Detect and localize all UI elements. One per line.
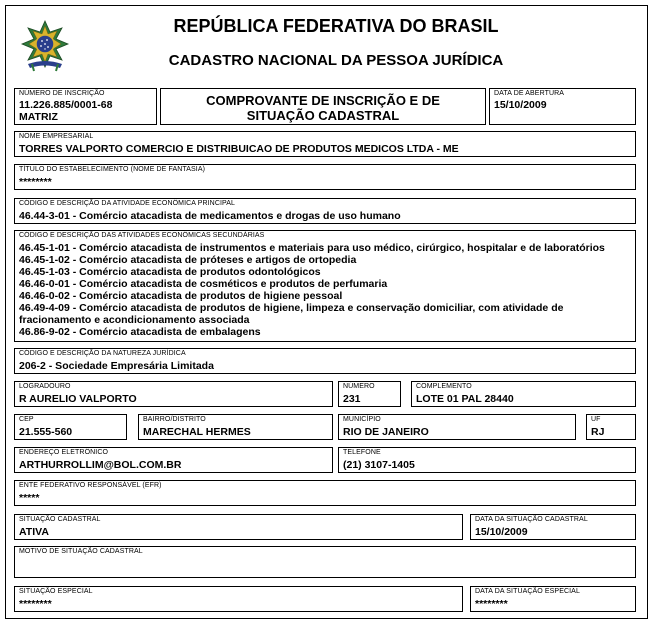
atividade-principal-label: CÓDIGO E DESCRIÇÃO DA ATIVIDADE ECONÔMICA PRINCIPAL (19, 200, 236, 207)
municipio-label: MUNICÍPIO (343, 416, 381, 423)
complemento-label: COMPLEMENTO (416, 383, 472, 390)
municipio-box (338, 414, 576, 440)
atividade-principal-box (14, 198, 636, 224)
email-value: ARTHURROLLIM@BOL.COM.BR (19, 459, 182, 471)
numero-label: NÚMERO (343, 383, 375, 390)
situacao-label: SITUAÇÃO CADASTRAL (19, 516, 101, 523)
atividades-secundarias-label: CÓDIGO E DESCRIÇÃO DAS ATIVIDADES ECONÔMICAS SECUNDÁRIAS (19, 232, 265, 239)
logradouro-box (14, 381, 333, 407)
telefone-value: (21) 3107-1405 (343, 459, 415, 471)
natureza-juridica-label: CÓDIGO E DESCRIÇÃO DA NATUREZA JURÍDICA (19, 350, 186, 357)
natureza-juridica-value: 206-2 - Sociedade Empresária Limitada (19, 360, 214, 372)
logradouro-value: R AURELIO VALPORTO (19, 393, 137, 405)
email-box (14, 447, 333, 473)
fantasia-label: TÍTULO DO ESTABELECIMENTO (NOME DE FANTASIA) (19, 166, 206, 173)
motivo-box (14, 546, 636, 578)
data-situacao-especial-box (470, 586, 636, 612)
data-situacao-especial-label: DATA DA SITUAÇÃO ESPECIAL (475, 588, 580, 595)
comprovante-box (160, 88, 486, 125)
telefone-box (338, 447, 636, 473)
atividade-secundaria-line: 46.46-0-01 - Comércio atacadista de cosméticos e produtos de perfumaria (19, 278, 388, 290)
atividade-secundaria-line: 46.46-0-02 - Comércio atacadista de produtos de higiene pessoal (19, 290, 343, 302)
cep-label: CEP (19, 416, 34, 423)
abertura-value: 15/10/2009 (494, 99, 547, 111)
inscricao-type: MATRIZ (19, 111, 58, 123)
municipio-value: RIO DE JANEIRO (343, 426, 429, 438)
situacao-box (14, 514, 463, 540)
nome-empresarial-label: NOME EMPRESARIAL (19, 133, 94, 140)
bairro-value: MARECHAL HERMES (143, 426, 251, 438)
inscricao-box (14, 88, 157, 125)
situacao-especial-box (14, 586, 463, 612)
email-label: ENDEREÇO ELETRÔNICO (19, 449, 109, 456)
inscricao-number: 11.226.885/0001-68 (19, 99, 113, 111)
atividade-principal-value: 46.44-3-01 - Comércio atacadista de medicamentos e drogas de uso humano (19, 210, 401, 222)
atividade-secundaria-line: 46.45-1-03 - Comércio atacadista de produtos odontológicos (19, 266, 321, 278)
numero-value: 231 (343, 393, 361, 405)
numero-box (338, 381, 401, 407)
situacao-especial-label: SITUAÇÃO ESPECIAL (19, 588, 93, 595)
atividade-secundaria-line: 46.45-1-02 - Comércio atacadista de próteses e artigos de ortopedia (19, 254, 357, 266)
logradouro-label: LOGRADOURO (19, 383, 71, 390)
natureza-juridica-box (14, 348, 636, 374)
motivo-label: MOTIVO DE SITUAÇÃO CADASTRAL (19, 548, 143, 555)
atividade-secundaria-line: 46.45-1-01 - Comércio atacadista de instrumentos e materiais para uso médico, cirúrgico, hospitalar e de laboratórios (19, 242, 605, 254)
abertura-box (489, 88, 636, 125)
efr-box (14, 480, 636, 506)
telefone-label: TELEFONE (343, 449, 381, 456)
comprovante-line-1: COMPROVANTE DE INSCRIÇÃO E DE (206, 93, 440, 108)
cep-value: 21.555-560 (19, 426, 73, 438)
data-situacao-box (470, 514, 636, 540)
document-subtitle: CADASTRO NACIONAL DA PESSOA JURÍDICA (168, 52, 504, 69)
bairro-label: BAIRRO/DISTRITO (143, 416, 206, 423)
nome-empresarial-value: TORRES VALPORTO COMERCIO E DISTRIBUICAO DE PRODUTOS MEDICOS LTDA - ME (19, 143, 459, 155)
efr-label: ENTE FEDERATIVO RESPONSÁVEL (EFR) (19, 482, 162, 489)
abertura-label: DATA DE ABERTURA (494, 90, 565, 97)
nome-empresarial-box (14, 131, 636, 157)
fantasia-value: ******** (19, 176, 52, 188)
uf-label: UF (591, 416, 601, 423)
situacao-especial-value: ******** (19, 598, 52, 610)
comprovante-line-2: SITUAÇÃO CADASTRAL (246, 108, 400, 123)
atividade-secundaria-line: 46.86-9-02 - Comércio atacadista de embalagens (19, 326, 261, 338)
data-situacao-especial-value: ******** (475, 598, 508, 610)
inscricao-label: NÚMERO DE INSCRIÇÃO (19, 90, 105, 97)
efr-value: ***** (19, 492, 40, 504)
fantasia-box (14, 164, 636, 190)
uf-value: RJ (591, 426, 605, 438)
uf-box (586, 414, 636, 440)
comprovante-title (161, 93, 485, 123)
complemento-box (411, 381, 636, 407)
complemento-value: LOTE 01 PAL 28440 (416, 393, 514, 405)
data-situacao-value: 15/10/2009 (475, 526, 528, 538)
atividades-secundarias-box (14, 230, 636, 342)
situacao-value: ATIVA (19, 526, 49, 538)
data-situacao-label: DATA DA SITUAÇÃO CADASTRAL (475, 516, 588, 523)
atividade-secundaria-line: 46.49-4-09 - Comércio atacadista de produtos de higiene, limpeza e conservação domiciliar, com atividade de (19, 302, 564, 314)
document-title: REPÚBLICA FEDERATIVA DO BRASIL (173, 16, 499, 36)
bairro-box (138, 414, 333, 440)
atividade-secundaria-line: fracionamento e acondicionamento associada (19, 314, 250, 326)
cep-box (14, 414, 127, 440)
atividades-secundarias-list (19, 242, 605, 338)
